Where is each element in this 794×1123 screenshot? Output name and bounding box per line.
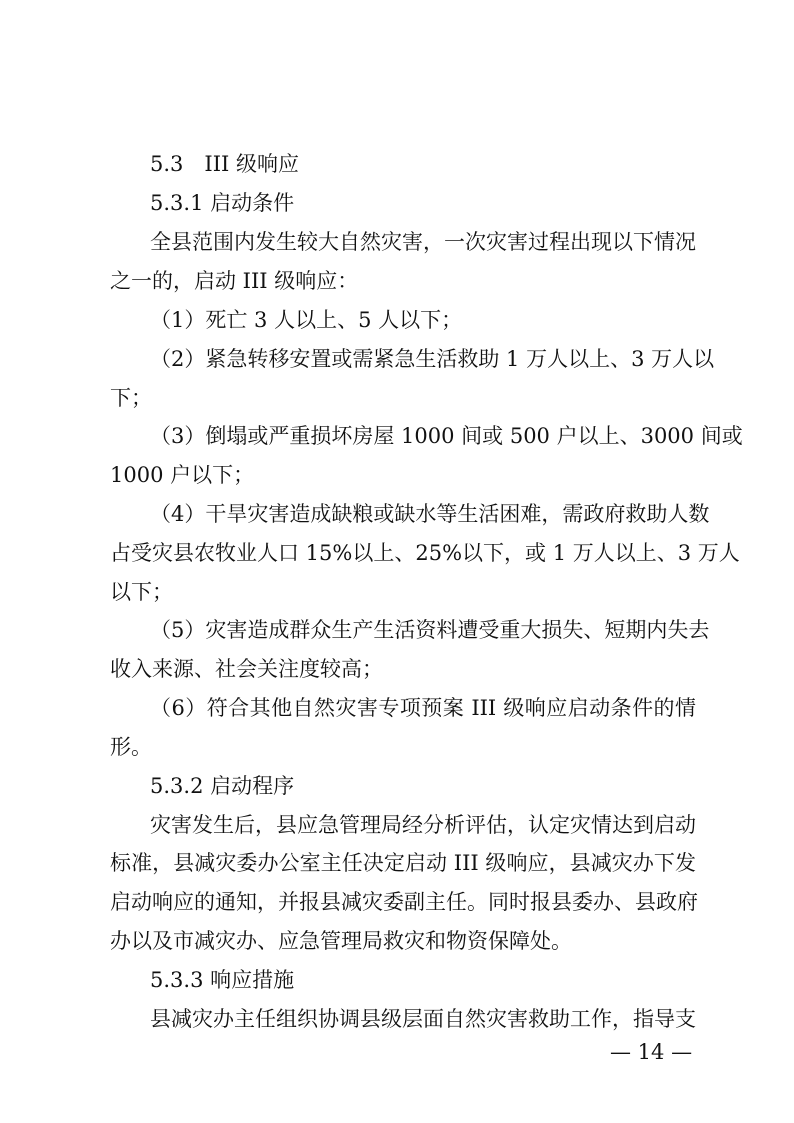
list-item: （4）干旱灾害造成缺粮或缺水等生活困难，需政府救助人数 bbox=[150, 502, 710, 526]
paragraph-line: 办以及市减灾办、应急管理局救灾和物资保障处。 bbox=[110, 929, 572, 953]
list-item-continuation: 形。 bbox=[110, 735, 152, 759]
section-heading-5-3: 5.3 III 级响应 bbox=[150, 152, 299, 176]
list-item: （2）紧急转移安置或需紧急生活救助 1 万人以上、3 万人以 bbox=[150, 347, 715, 371]
subsection-heading-5-3-3: 5.3.3 响应措施 bbox=[150, 968, 295, 992]
list-item: （3）倒塌或严重损坏房屋 1000 间或 500 户以上、3000 间或 bbox=[150, 424, 743, 448]
paragraph-line: 全县范围内发生较大自然灾害，一次灾害过程出现以下情况 bbox=[150, 230, 696, 254]
page-number: — 14 — bbox=[610, 1040, 693, 1064]
paragraph-line: 标准，县减灾委办公室主任决定启动 III 级响应，县减灾办下发 bbox=[110, 851, 696, 875]
list-item: （5）灾害造成群众生产生活资料遭受重大损失、短期内失去 bbox=[150, 618, 710, 642]
list-item: （1）死亡 3 人以上、5 人以下； bbox=[150, 308, 463, 332]
list-item-continuation: 占受灾县农牧业人口 15%以上、25%以下，或 1 万人以上、3 万人 bbox=[110, 541, 740, 565]
paragraph-line: 之一的，启动 III 级响应： bbox=[110, 269, 359, 293]
list-item: （6）符合其他自然灾害专项预案 III 级响应启动条件的情 bbox=[150, 696, 696, 720]
subsection-heading-5-3-1: 5.3.1 启动条件 bbox=[150, 191, 295, 215]
list-item-continuation: 以下； bbox=[110, 580, 173, 604]
paragraph-line: 启动响应的通知，并报县减灾委副主任。同时报县委办、县政府 bbox=[110, 890, 698, 914]
paragraph-line: 县减灾办主任组织协调县级层面自然灾害救助工作，指导支 bbox=[150, 1007, 696, 1031]
list-item-continuation: 收入来源、社会关注度较高； bbox=[110, 657, 383, 681]
list-item-continuation: 1000 户以下； bbox=[110, 463, 255, 487]
list-item-continuation: 下； bbox=[110, 386, 152, 410]
subsection-heading-5-3-2: 5.3.2 启动程序 bbox=[150, 774, 295, 798]
paragraph-line: 灾害发生后，县应急管理局经分析评估，认定灾情达到启动 bbox=[150, 813, 696, 837]
